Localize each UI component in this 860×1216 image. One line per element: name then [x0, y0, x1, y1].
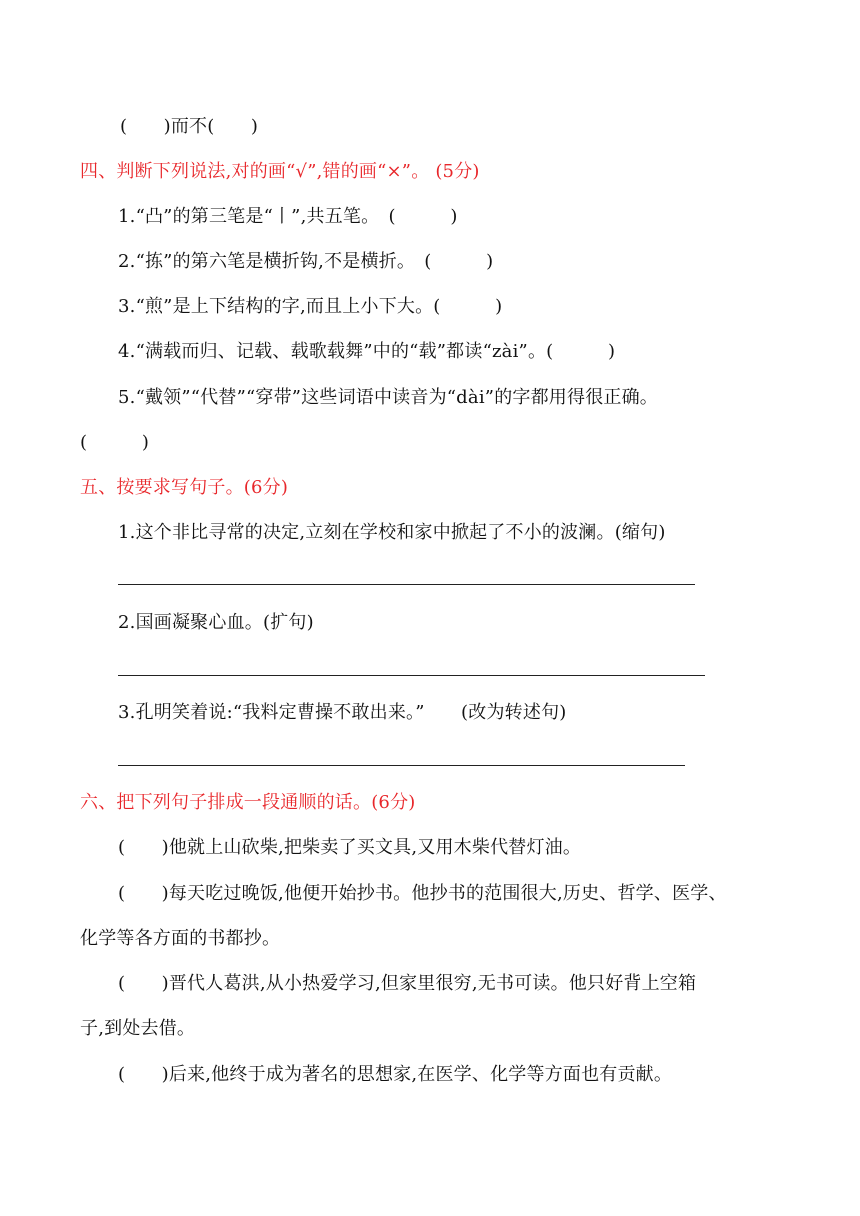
section-6-heading: 六、把下列句子排成一段通顺的话。(6分): [80, 792, 416, 813]
judge-item-3: 3.“煎”是上下结构的字,而且上小下大。( ): [118, 296, 503, 317]
judge-item-4: 4.“满载而归、记载、载歌载舞”中的“载”都读“zài”。( ): [118, 341, 616, 362]
order-item-1: ( )他就上山砍柴,把柴卖了买文具,又用木柴代替灯油。: [118, 837, 582, 858]
section-5-heading: 五、按要求写句子。(6分): [80, 477, 289, 498]
answer-line-3: [118, 765, 685, 766]
order-item-3: ( )晋代人葛洪,从小热爱学习,但家里很穷,无书可读。他只好背上空箱: [118, 973, 697, 994]
order-item-3-cont: 子,到处去借。: [80, 1018, 196, 1039]
order-item-2: ( )每天吃过晚饭,他便开始抄书。他抄书的范围很大,历史、哲学、医学、: [118, 883, 727, 904]
order-item-2-cont: 化学等各方面的书都抄。: [80, 928, 281, 949]
rewrite-item-3: 3.孔明笑着说:“我料定曹操不敢出来。” (改为转述句): [118, 702, 567, 723]
judge-item-1: 1.“凸”的第三笔是“丨”,共五笔。 ( ): [118, 206, 458, 227]
judge-item-2: 2.“拣”的第六笔是横折钩,不是横折。 ( ): [118, 251, 494, 272]
judge-item-5-answer: ( ): [80, 432, 150, 453]
answer-line-2: [118, 675, 705, 676]
judge-item-5: 5.“戴领”“代替”“穿带”这些词语中读音为“dài”的字都用得很正确。: [118, 387, 658, 408]
order-item-4: ( )后来,他终于成为著名的思想家,在医学、化学等方面也有贡献。: [118, 1064, 673, 1085]
idiom-fill-blank: ( )而不( ): [120, 116, 259, 137]
section-4-heading: 四、判断下列说法,对的画“√”,错的画“×”。 (5分): [80, 161, 480, 182]
rewrite-item-2: 2.国画凝聚心血。(扩句): [118, 612, 314, 633]
rewrite-item-1: 1.这个非比寻常的决定,立刻在学校和家中掀起了不小的波澜。(缩句): [118, 522, 666, 543]
answer-line-1: [118, 584, 695, 585]
